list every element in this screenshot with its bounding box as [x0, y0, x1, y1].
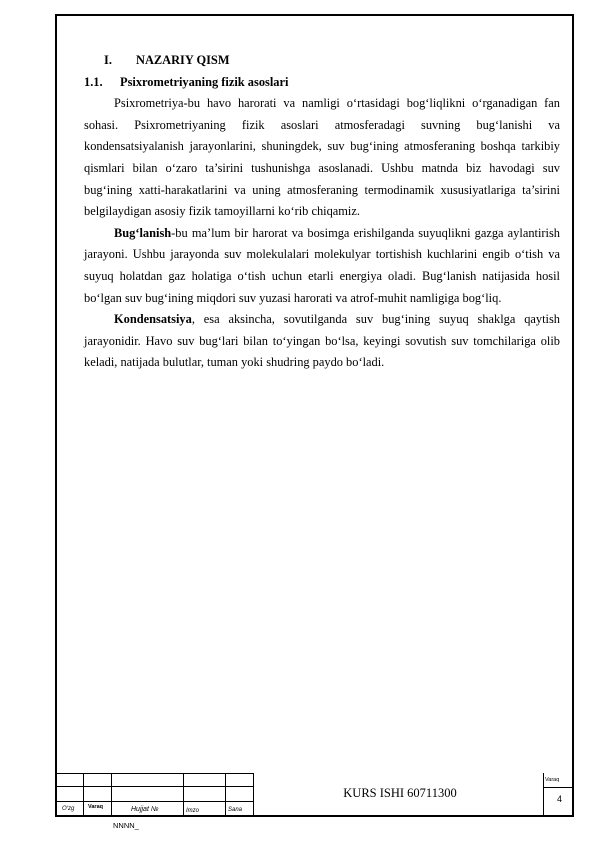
stamp-title: KURS ISHI 60711300 — [343, 786, 457, 800]
stamp-page-label: Varaq — [545, 777, 560, 783]
subsection-number: 1.1. — [84, 74, 103, 89]
stamp-col-varaq: Varaq — [88, 804, 103, 810]
paragraph-evaporation — [84, 223, 560, 309]
term-evaporation: Bug‘lanish — [114, 225, 172, 240]
paragraph-text: , esa aksincha, sovutilganda suv bug‘ining suyuq shaklga qaytish jarayonidir. Havo suv bug‘lari bilan to‘yingan bo‘lsa, keyingi sovutish suv tomchilariga olib keladi, natijada bulutlar, tuman yoki shudring paydo bo‘ladi. — [84, 312, 560, 370]
section-title: NAZARIY QISM — [136, 53, 230, 67]
paragraph-intro — [84, 93, 560, 223]
stamp-col-imzo: Imzo — [186, 808, 200, 814]
subsection-heading — [84, 72, 560, 94]
footer-code: NNNN_ — [113, 821, 139, 830]
paragraph-text: -bu ma’lum bir harorat va bosimga erishilganda suyuqlikni gazga aylantirish jarayoni. Ushbu jarayonda suv molekulalari molekulyar tortishish kuchlarini engib o‘tish va suyuq holatdan gaz holatiga o‘tish uchun etarli energiya oladi. Bug‘lanish natijasida hosil bo‘lgan suv bug‘ining miqdori suv yuzasi harorati va atrof-muhit namligiga bog‘liq. — [84, 225, 560, 305]
subsection-title: Psixrometriyaning fizik asoslari — [120, 74, 289, 89]
document-body — [84, 50, 560, 374]
stamp-col-sana: Sana — [228, 807, 243, 813]
term-condensation: Kondensatsiya — [114, 312, 192, 327]
title-block-stamp — [55, 773, 574, 817]
stamp-col-hujjat: Hujjat № — [131, 806, 159, 813]
paragraph-condensation — [84, 309, 560, 374]
paragraph-text: Psixrometriya-bu havo harorati va namligi o‘rtasidagi bog‘liqlikni o‘rganadigan fan sohasi. Psixrometriyaning fizik asoslari atmosferadagi suvning bug‘lanishi va kondensatsiyalanish jarayonlarini, shuningdek, suv bug‘ining atmosferaning boshqa tarkibiy qismlari bilan o‘zaro ta’sirini tushunishga asoslanadi. Ushbu matnda biz havodagi suv bug‘ining xatti-harakatlarini va uning atmosferaning termodinamik xususiyatlariga ta’sirini belgilaydigan asosiy fizik tamoyillarni ko‘rib chiqamiz. — [84, 96, 560, 219]
section-number: I. — [104, 53, 112, 67]
section-heading — [84, 50, 560, 72]
stamp-col-ozg: O‘zg — [62, 806, 75, 812]
page-number: 4 — [556, 794, 562, 804]
